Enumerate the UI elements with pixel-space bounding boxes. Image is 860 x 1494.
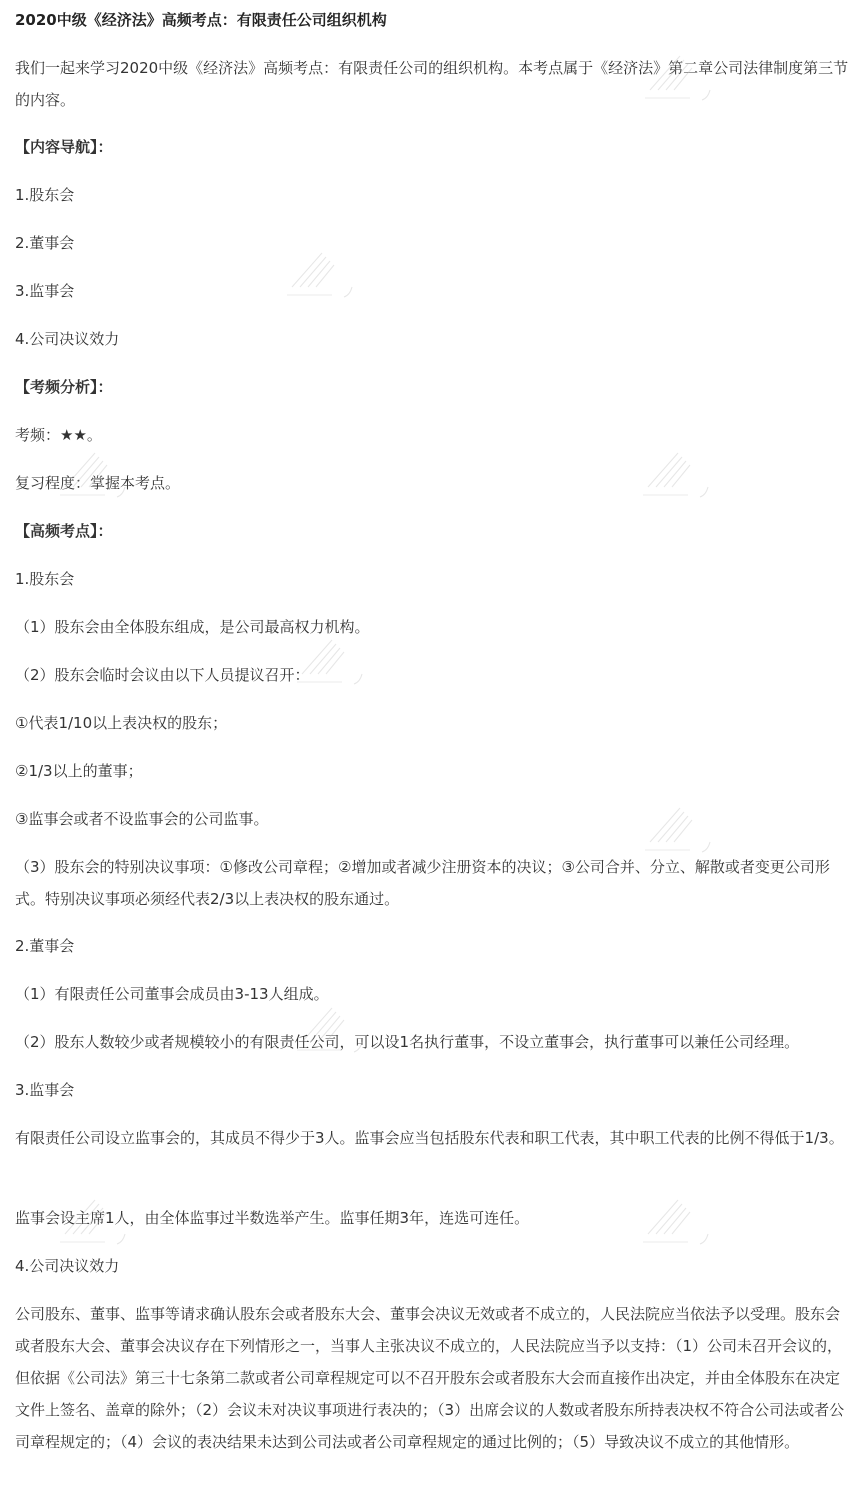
- review-text: 复习程度：掌握本考点。: [15, 474, 181, 492]
- section-2-point-2: （2）股东人数较少或者规模较小的有限责任公司，可以设1名执行董事，不设立董事会，执行董事可以兼任公司经理。: [15, 1033, 800, 1051]
- nav-item-1: 1.股东会: [15, 186, 75, 204]
- section-4-title: 4.公司决议效力: [15, 1257, 120, 1275]
- section-3-paragraph-1: 有限责任公司设立监事会的，其成员不得少于3人。监事会应当包括股东代表和职工代表，其中职工代表的比例不得低于1/3。: [15, 1129, 844, 1147]
- section-2-title: 2.董事会: [15, 937, 75, 955]
- points-heading: 【高频考点】：: [15, 522, 113, 540]
- section-1-point-5: ③监事会或者不设监事会的公司监事。: [15, 810, 269, 828]
- section-4-paragraph-1: 公司股东、董事、监事等请求确认股东会或者股东大会、董事会决议无效或者不成立的，人民法院应当依法予以受理。股东会或者股东大会、董事会决议存在下列情形之一，当事人主张决议不成立的，人民法院应当予以支持：（1）公司未召开会议的，但依据《公司法》第三十七条第二款或者公司章程规定可以不召开股东会或者股东大会而直接作出决定，并由全体股东在决定文件上签名、盖章的除外；（2）会议未对决议事项进行表决的；（3）出席会议的人数或者股东所持表决权不符合公司法或者公司章程规定的；（4）会议的表决结果未达到公司法或者公司章程规定的通过比例的；（5）导致决议不成立的其他情形。: [15, 1305, 845, 1451]
- section-2-point-1: （1）有限责任公司董事会成员由3-13人组成。: [15, 985, 329, 1003]
- section-1-point-3: ①代表1/10以上表决权的股东；: [15, 714, 228, 732]
- freq-text: 考频：★★。: [15, 426, 102, 444]
- section-1-point-4: ②1/3以上的董事；: [15, 762, 143, 780]
- nav-item-3: 3.监事会: [15, 282, 75, 300]
- section-1-point-6: （3）股东会的特别决议事项：①修改公司章程；②增加或者减少注册资本的决议；③公司合并、分立、解散或者变更公司形式。特别决议事项必须经代表2/3以上表决权的股东通过。: [15, 858, 830, 908]
- nav-item-4: 4.公司决议效力: [15, 330, 120, 348]
- section-3-title: 3.监事会: [15, 1081, 75, 1099]
- section-3-paragraph-2: 监事会设主席1人，由全体监事过半数选举产生。监事任期3年，连选可连任。: [15, 1209, 530, 1227]
- section-1-point-1: （1）股东会由全体股东组成，是公司最高权力机构。: [15, 618, 370, 636]
- section-1-point-2: （2）股东会临时会议由以下人员提议召开：: [15, 666, 310, 684]
- section-1-title: 1.股东会: [15, 570, 75, 588]
- intro-paragraph: 我们一起来学习2020中级《经济法》高频考点：有限责任公司的组织机构。本考点属于《经济法》第二章公司法律制度第三节的内容。: [15, 59, 849, 109]
- article-title: 2020中级《经济法》高频考点：有限责任公司组织机构: [15, 11, 387, 29]
- nav-heading: 【内容导航】：: [15, 138, 113, 156]
- nav-item-2: 2.董事会: [15, 234, 75, 252]
- freq-heading: 【考频分析】：: [15, 378, 113, 396]
